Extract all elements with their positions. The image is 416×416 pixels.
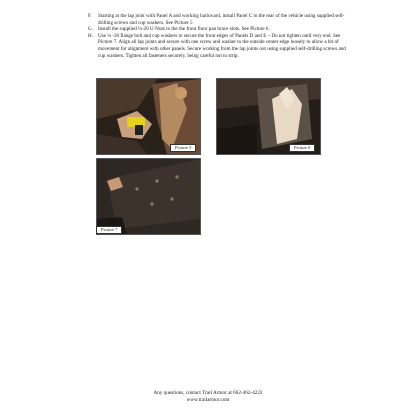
step-letter: G. (88, 26, 93, 33)
step-letter: H. (88, 32, 93, 39)
instruction-step-g (88, 26, 346, 33)
step-text: Use ¼ -20 flange bolt and cup washers to secure the front edges of Panels D and E – Do not tighten until very end. See Picture 7. Align all lap joints and secure with one screw and washer to the outside center edge loosely to allow a bit of movement for alignment with other panels. Secure working from the lap joints out using supplied self-drilling screws and cup washers. Tighten all fasteners securely, being careful not to strip. (98, 32, 346, 59)
picture-7-photo (96, 158, 201, 235)
step-text: Install the supplied ¼-20 U-Nuts to the the front floor pan brace slots. See Picture 6. (98, 26, 270, 33)
instruction-step-f (88, 13, 346, 26)
step-text: Starting at the lap joint with Panel A and working backward, install Panel C to the rear of the vehicle using supplied self-drilling screws and cup washers. See Picture 5 (98, 13, 345, 26)
footer-website: www.trailarmor.com (186, 397, 230, 403)
instruction-list (88, 13, 346, 59)
step-letter: F. (88, 13, 92, 19)
page-footer (0, 390, 416, 404)
picture-5-caption: Picture 5 (170, 144, 196, 152)
picture-6-caption: Picture 6 (289, 144, 315, 152)
footer-contact: Any questions, contact Trail Armor at 662-462-4222 (153, 390, 263, 396)
picture-6-illustration (217, 79, 320, 154)
instruction-step-h (88, 33, 346, 59)
picture-7-caption: Picture 7 (96, 226, 122, 234)
picture-5-illustration (97, 79, 200, 154)
picture-7-illustration (97, 159, 200, 234)
